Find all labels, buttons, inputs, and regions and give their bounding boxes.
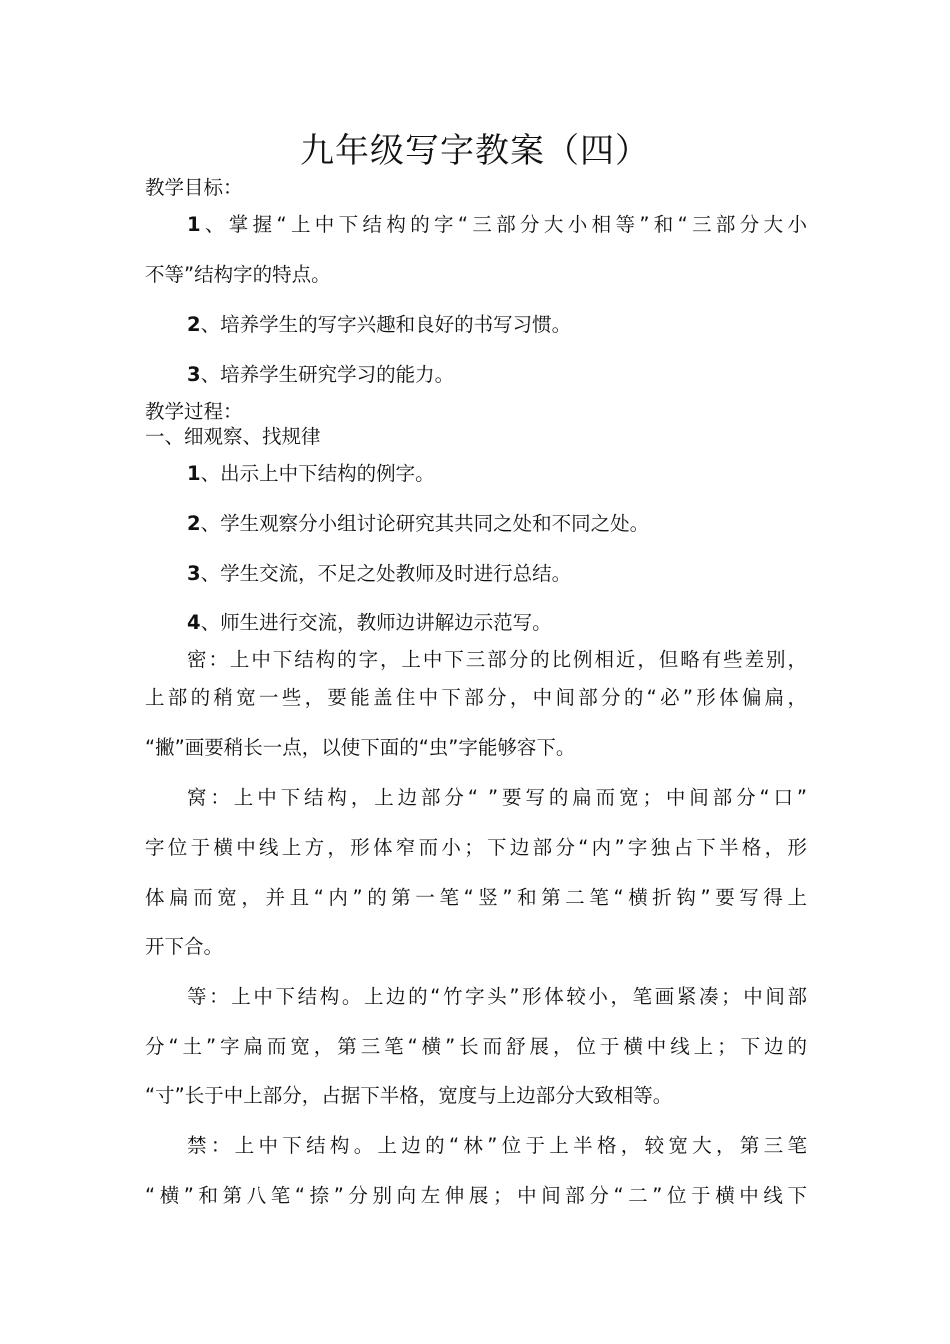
process-heading: 教学过程： — [145, 400, 243, 423]
paragraph-jin-line-2: “横”和第八笔“捺”分别向左伸展；中间部分“二”位于横中线下 — [145, 1184, 807, 1207]
process-step-4 — [187, 609, 807, 637]
paragraph-deng-line-2: 分“土”字扁而宽，第三笔“横”长而舒展，位于横中线上；下边的 — [145, 1035, 807, 1058]
section-1-heading: 一、细观察、找规律 — [145, 425, 321, 448]
paragraph-wo-line-2: 字位于横中线上方，形体窄而小；下边部分“内”字独占下半格，形 — [145, 836, 807, 859]
process-step-3-text: 、学生交流，不足之处教师及时进行总结。 — [200, 562, 572, 585]
process-step-1-number: 1 — [187, 462, 201, 485]
paragraph-wo-line-4: 开下合。 — [145, 935, 224, 958]
objective-item-1-number: 1 — [187, 213, 201, 236]
objective-item-1-line-2: 不等”结构字的特点。 — [145, 263, 331, 286]
paragraph-wo-line-1: 窝：上中下结构，上边部分“ ”要写的扁而宽；中间部分“口” — [187, 786, 807, 809]
process-step-1-text: 、出示上中下结构的例字。 — [200, 462, 435, 485]
process-step-3-number: 3 — [187, 562, 201, 585]
process-step-4-text: 、师生进行交流，教师边讲解边示范写。 — [200, 611, 552, 634]
paragraph-deng-line-1: 等：上中下结构。上边的“竹字头”形体较小，笔画紧凑；中间部 — [187, 985, 807, 1008]
paragraph-deng-line-3: “寸”长于中上部分，占据下半格，宽度与上边部分大致相等。 — [145, 1084, 673, 1107]
process-step-4-number: 4 — [187, 611, 201, 634]
objective-item-2-number: 2 — [187, 313, 201, 336]
objective-item-1-line-1 — [187, 211, 807, 239]
objective-item-2-text: 、培养学生的写字兴趣和良好的书写习惯。 — [200, 313, 572, 336]
process-step-2 — [187, 510, 807, 538]
paragraph-mi-line-2: 上部的稍宽一些，要能盖住中下部分，中间部分的“必”形体偏扁， — [145, 686, 807, 709]
objective-item-3 — [187, 361, 807, 389]
objective-item-3-text: 、培养学生研究学习的能力。 — [200, 363, 455, 386]
paragraph-jin-line-1: 禁：上中下结构。上边的“林”位于上半格，较宽大，第三笔 — [187, 1134, 807, 1157]
objective-item-1-text: 、掌握“上中下结构的字“三部分大小相等”和“三部分大小 — [200, 213, 807, 236]
objective-item-3-number: 3 — [187, 363, 201, 386]
process-step-3 — [187, 560, 807, 588]
process-step-2-text: 、学生观察分小组讨论研究其共同之处和不同之处。 — [200, 512, 650, 535]
objectives-heading: 教学目标： — [145, 176, 243, 199]
paragraph-mi-line-1: 密：上中下结构的字，上中下三部分的比例相近，但略有些差别， — [187, 648, 807, 671]
paragraph-mi-line-3: “撇”画要稍长一点，以使下面的“虫”字能够容下。 — [145, 736, 576, 759]
process-step-1 — [187, 460, 807, 488]
document-title: 九年级写字教案（四） — [300, 131, 650, 171]
objective-item-2 — [187, 311, 807, 339]
process-step-2-number: 2 — [187, 512, 201, 535]
paragraph-wo-line-3: 体扁而宽，并且“内”的第一笔“竖”和第二笔“横折钩”要写得上 — [145, 886, 807, 909]
